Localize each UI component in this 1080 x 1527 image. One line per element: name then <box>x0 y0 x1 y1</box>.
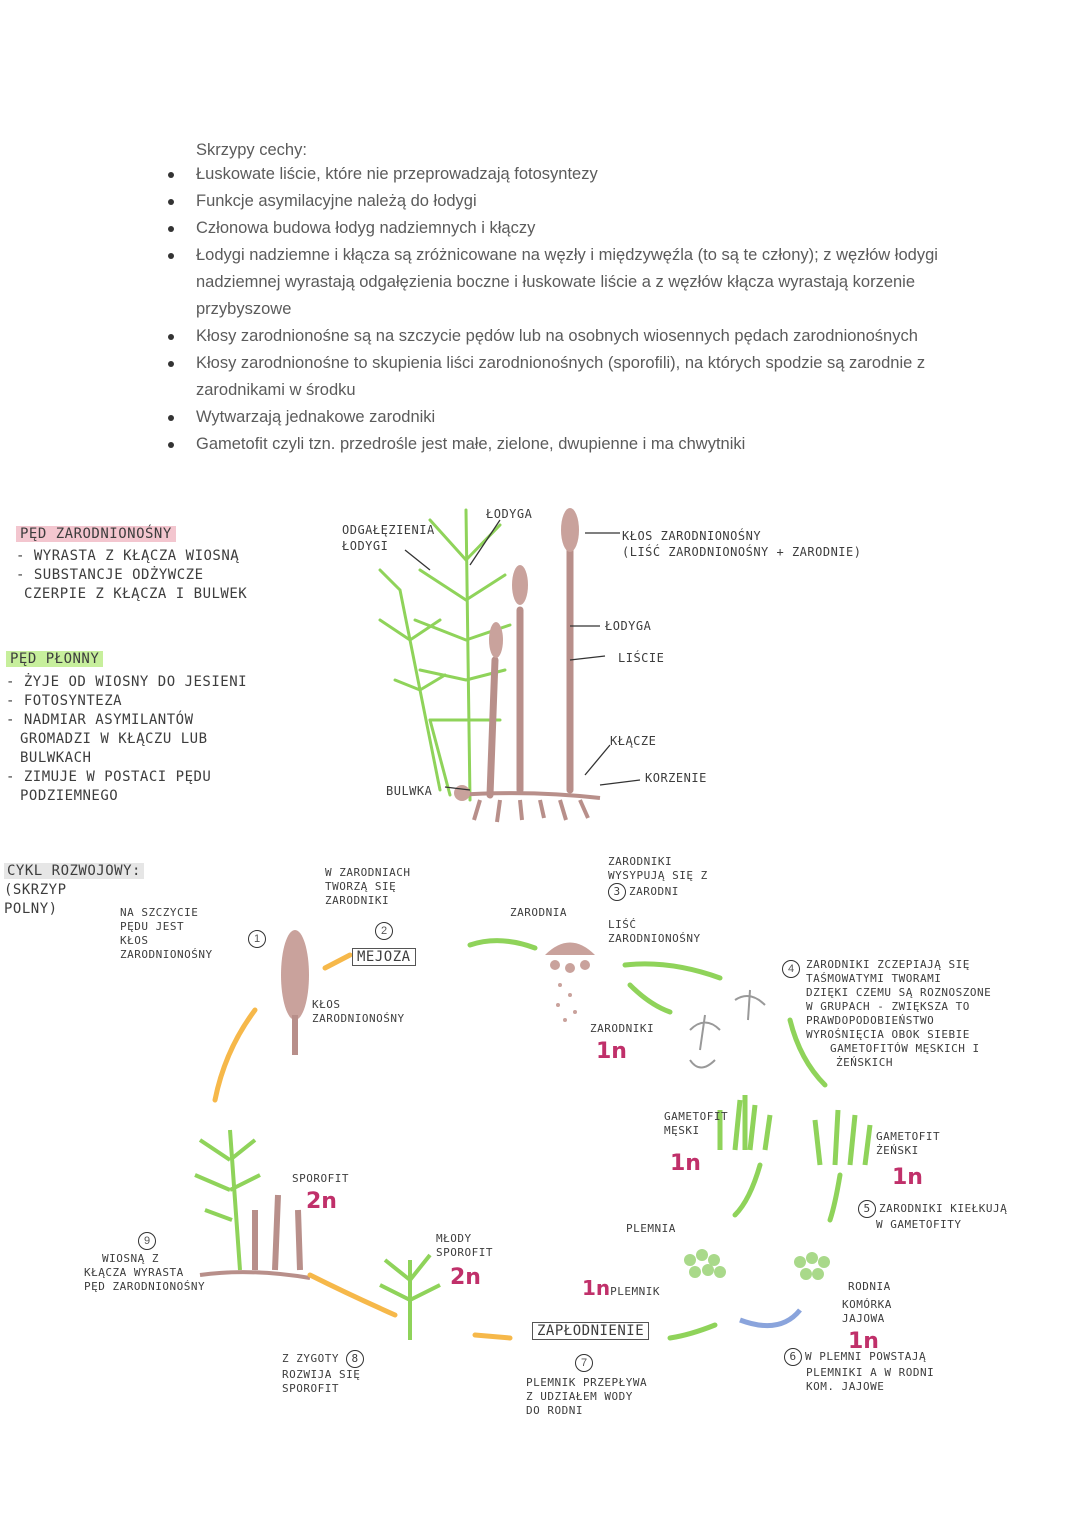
sporophyte-rhizome-drawing <box>200 1272 310 1278</box>
label-line: DZIĘKI CZEMU SĄ ROZNOSZONE <box>806 986 992 999</box>
step7-text <box>526 1376 647 1418</box>
label-line: W GAMETOFITY <box>876 1218 962 1231</box>
mejoza-box: MEJOZA <box>352 948 416 966</box>
label-klacze: KŁĄCZE <box>610 734 657 748</box>
step3-number: 3 <box>608 883 626 901</box>
label-line: ZARODNIONOŚNY <box>608 932 701 945</box>
label-line: NA SZCZYCIE <box>120 906 199 919</box>
zarodniki-label: ZARODNIKI <box>590 1022 655 1035</box>
spore-elaters-drawing <box>690 990 765 1068</box>
label-line: WYROŚNIĘCIA OBOK SIEBIE <box>806 1028 970 1041</box>
water-arrow <box>740 1310 800 1326</box>
sporangium-drawing <box>545 943 595 974</box>
step1-number: 1 <box>248 930 266 948</box>
cones-drawing <box>489 508 579 658</box>
step1-text <box>120 906 213 962</box>
label-line: TWORZĄ SIĘ <box>325 880 397 893</box>
bullet-item: Łuskowate liście, które nie przeprowadzają fotosyntezy <box>160 161 960 188</box>
plemnik-ploidy: 1n <box>582 1276 611 1300</box>
label-line: LIŚĆ <box>608 918 637 931</box>
label-line: ZARODNI <box>629 885 679 898</box>
spores-drawing <box>556 983 577 1022</box>
label-line: PĘD ZARODNIONOŚNY <box>84 1280 206 1293</box>
plemnia-label: PLEMNIA <box>626 1222 676 1235</box>
note-line: GROMADZI W KŁĄCZU LUB <box>20 731 208 747</box>
label-line: PLEMNIKI A W RODNI <box>806 1366 935 1379</box>
sporofit-ploidy: 2n <box>306 1189 337 1214</box>
label-line: Z ZYGOTY <box>282 1352 339 1365</box>
fertile-shoots-drawing <box>490 550 570 795</box>
label-line: ŻEŃSKI <box>876 1144 919 1157</box>
label-line: KŁOS <box>312 998 341 1011</box>
step8-text <box>282 1350 367 1396</box>
ped-plonny-heading: PĘD PŁONNY <box>6 651 103 667</box>
label-line: Z UDZIAŁEM WODY <box>526 1390 633 1403</box>
gametofit-zenski-ploidy: 1n <box>892 1165 923 1190</box>
label-klos <box>622 528 861 560</box>
zarodniki-ploidy: 1n <box>596 1039 627 1064</box>
step6-text <box>784 1348 934 1394</box>
note-line: - SUBSTANCJE ODŻYWCZE <box>16 567 204 583</box>
step6-number: 6 <box>784 1348 802 1366</box>
step8-number: 8 <box>346 1350 364 1368</box>
label-line: SPOROFIT <box>282 1382 339 1395</box>
bullet-item: Kłosy zarodnionośne to skupienia liści zarodnionośnych (sporofili), na których spodzie są zarodnie z zarodnikami w środku <box>160 350 960 404</box>
mlody-sporofit-ploidy: 2n <box>450 1265 481 1290</box>
bullet-item: Łodygi nadziemne i kłącza są zróżnicowane na węzły i międzywęźla (to są te człony); z węzłów łodygi nadziemnej wyrastają odgałęzienia boczne i łuskowate liście a z węzłów kłącza wyrastają korzenie przybyszowe <box>160 242 960 323</box>
mlody-sporofit-label <box>436 1232 493 1260</box>
label-line: ZARODNIONOŚNY <box>312 1012 405 1025</box>
label-line: KOM. JAJOWE <box>806 1380 885 1393</box>
step2-text <box>325 866 410 908</box>
cone-stage-drawing <box>281 930 309 1020</box>
label-lodyga: ŁODYGA <box>605 619 652 633</box>
bullet-item: Funkcje asymilacyjne należą do łodygi <box>160 188 960 215</box>
label-line: KŁOS <box>120 934 149 947</box>
label-line: W PLEMNI POWSTAJĄ <box>805 1350 927 1363</box>
bullet-item: Kłosy zarodnionośne są na szczycie pędów lub na osobnych wiosennych pędach zarodnionośnych <box>160 323 960 350</box>
young-sporophyte-drawing <box>380 1255 440 1340</box>
label-line: GAMETOFITÓW MĘSKICH I <box>830 1042 980 1055</box>
cycle-title-text: CYKL ROZWOJOWY: <box>4 863 144 879</box>
label-line: KŁĄCZA WYRASTA <box>84 1266 184 1279</box>
bullet-item: Gametofit czyli tzn. przedrośle jest małe, zielone, dwupienne i ma chwytniki <box>160 431 960 458</box>
sporophyte-drawing <box>195 1130 260 1270</box>
notes-title: Skrzypy cechy: <box>196 141 307 159</box>
label-line: MŁODY <box>436 1232 472 1245</box>
note-line: BULWKACH <box>20 750 92 766</box>
bullet-item: Wytwarzają jednakowe zarodniki <box>160 404 960 431</box>
note-line: - ŻYJE OD WIOSNY DO JESIENI <box>6 674 248 690</box>
zaplodnienie-box: ZAPŁODNIENIE <box>532 1322 649 1340</box>
note-line: - ZIMUJE W POSTACI PĘDU <box>6 769 212 785</box>
ped-zarodnionosny-heading: PĘD ZARODNIONOŚNY <box>16 526 176 542</box>
label-line: W ZARODNIACH <box>325 866 411 879</box>
label-line: ZARODNIKI ZCZEPIAJĄ SIĘ <box>806 958 970 971</box>
label-line: ROZWIJA SIĘ <box>282 1368 361 1381</box>
label-line: MĘSKI <box>664 1124 700 1137</box>
label-line: ŻEŃSKICH <box>836 1056 893 1069</box>
label-line: KOMÓRKA <box>842 1298 892 1311</box>
label-line: PLEMNIK PRZEPŁYWA <box>526 1376 648 1389</box>
label-korzenie: KORZENIE <box>645 771 707 785</box>
label-line: ZARODNIKI <box>608 855 673 868</box>
archegonium-drawing <box>794 1252 830 1280</box>
gametofit-meski-label <box>664 1110 728 1138</box>
note-line: - FOTOSYNTEZA <box>6 693 123 709</box>
label-line: (LIŚĆ ZARODNIONOŚNY + ZARODNIE) <box>622 545 862 559</box>
label-line: GAMETOFIT <box>664 1110 729 1123</box>
cycle-subtitle-line: (SKRZYP <box>4 882 67 898</box>
label-line: SPOROFIT <box>436 1246 493 1259</box>
plemnik-label: PLEMNIK <box>610 1285 661 1298</box>
label-line: JAJOWA <box>842 1312 885 1325</box>
sporofit-label: SPOROFIT <box>292 1172 349 1185</box>
label-line: ŁODYGI <box>342 539 389 553</box>
step9-text <box>84 1252 205 1294</box>
label-line: ZARODNIKI <box>325 894 390 907</box>
step5-number: 5 <box>858 1200 876 1218</box>
bullet-item: Członowa budowa łodyg nadziemnych i kłączy <box>160 215 960 242</box>
note-line: - WYRASTA Z KŁĄCZA WIOSNĄ <box>16 548 240 564</box>
komorka-ploidy: 1n <box>848 1329 879 1354</box>
label-line: GAMETOFIT <box>876 1130 941 1143</box>
step4-text <box>806 958 991 1070</box>
label-line: PĘDU JEST <box>120 920 185 933</box>
label-bulwka: BULWKA <box>386 784 433 798</box>
komorka-label <box>842 1298 892 1326</box>
antheridium-drawing <box>684 1249 726 1278</box>
label-lodyga-top: ŁODYGA <box>486 507 533 521</box>
cycle-subtitle-line: POLNY) <box>4 901 58 917</box>
sporophyte-fertile-drawing <box>255 1195 300 1270</box>
label-line: ZARODNIONOŚNY <box>120 948 213 961</box>
label-line: KŁOS ZARODNIONOŚNY <box>622 529 762 543</box>
label-line: PRAWDOPODOBIEŃSTWO <box>806 1014 935 1027</box>
gametophyte-female-drawing <box>815 1110 870 1165</box>
step2-number: 2 <box>375 922 393 940</box>
step3-text <box>608 855 708 901</box>
zarodnia-label: ZARODNIA <box>510 906 567 919</box>
rodnia-label: RODNIA <box>848 1280 891 1293</box>
lisc-label <box>608 918 701 946</box>
note-line: - NADMIAR ASYMILANTÓW <box>6 712 194 728</box>
plemnik-label-group <box>582 1276 660 1300</box>
klos-label <box>312 998 405 1026</box>
tuber-drawing <box>454 785 470 801</box>
label-odgalezienia <box>342 522 435 554</box>
gametofit-meski-ploidy: 1n <box>670 1151 701 1176</box>
label-line: DO RODNI <box>526 1404 583 1417</box>
label-line: TAŚMOWATYMI TWORAMI <box>806 972 942 985</box>
label-line: WYSYPUJĄ SIĘ Z <box>608 869 708 882</box>
step5-text <box>858 1200 1007 1232</box>
label-line: WIOSNĄ Z <box>102 1252 159 1265</box>
rhizome-drawing <box>455 793 600 822</box>
note-line: CZERPIE Z KŁĄCZA I BULWEK <box>24 586 248 602</box>
note-line: PODZIEMNEGO <box>20 788 119 804</box>
step9-number: 9 <box>138 1232 156 1250</box>
label-liscie: LIŚCIE <box>618 651 665 665</box>
label-line: W GRUPACH - ZWIĘKSZA TO <box>806 1000 970 1013</box>
label-line: ODGAŁĘZIENIA <box>342 523 435 537</box>
label-line: ZARODNIKI KIEŁKUJĄ <box>879 1202 1008 1215</box>
step7-number: 7 <box>575 1354 593 1372</box>
step4-number: 4 <box>782 960 800 978</box>
gametofit-zenski-label <box>876 1130 940 1158</box>
